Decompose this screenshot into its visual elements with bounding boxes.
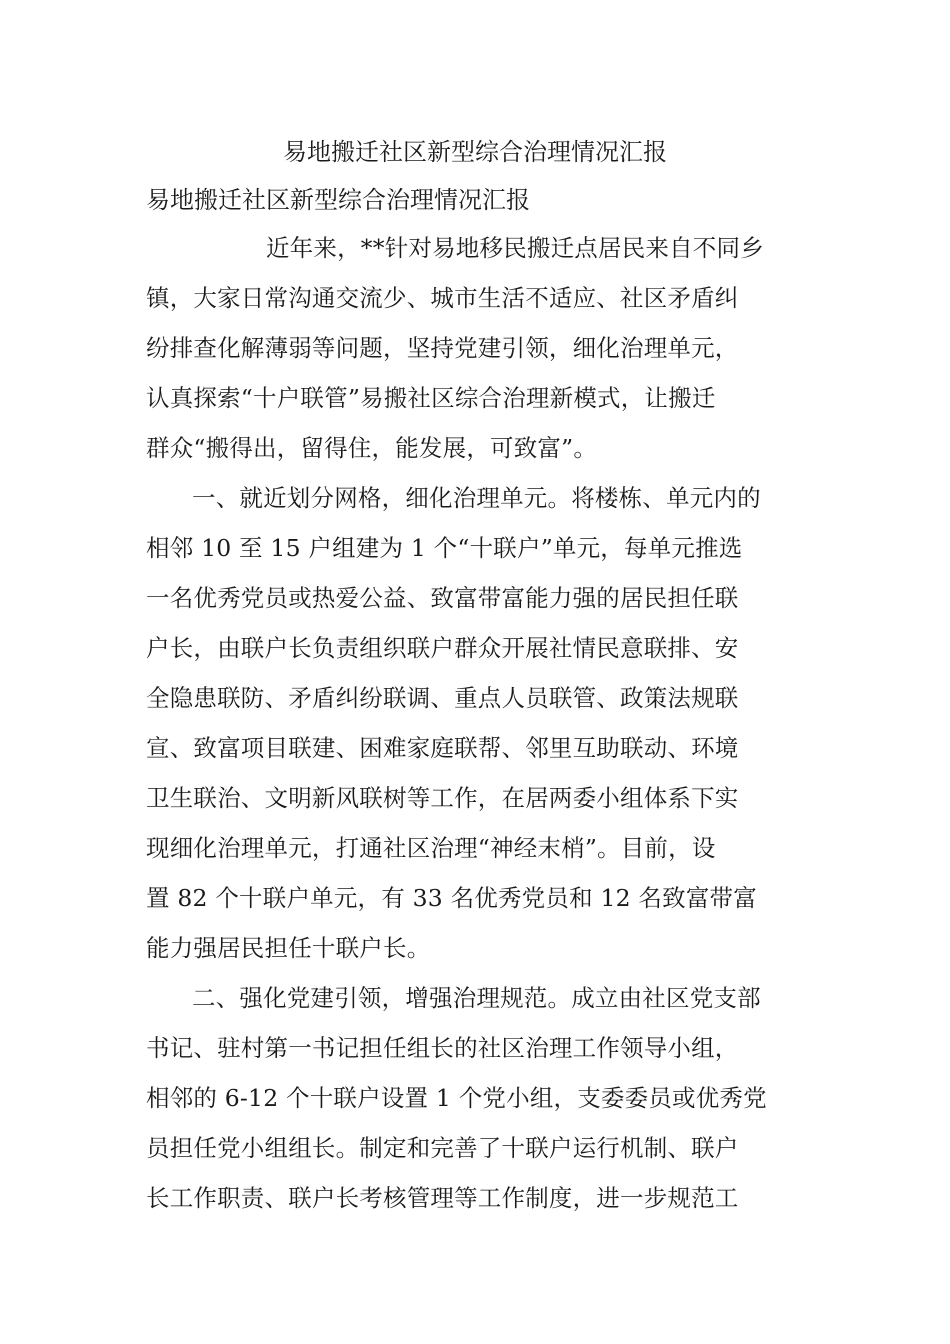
paragraph-2-line-8: 现细化治理单元，打通社区治理“神经末梢”。目前，设	[146, 834, 716, 862]
document-subtitle: 易地搬迁社区新型综合治理情况汇报	[146, 186, 530, 214]
paragraph-2-line-1: 一、就近划分网格，细化治理单元。将楼栋、单元内的	[192, 484, 761, 512]
paragraph-2-line-3: 一名优秀党员或热爱公益、致富带富能力强的居民担任联	[146, 584, 739, 612]
paragraph-2-line-5: 全隐患联防、矛盾纠纷联调、重点人员联管、政策法规联	[146, 684, 739, 712]
paragraph-1-line-3: 纷排查化解薄弱等问题，坚持党建引领，细化治理单元，	[146, 334, 739, 362]
paragraph-1-line-5: 群众“搬得出，留得住，能发展，可致富”。	[146, 434, 598, 462]
paragraph-3-line-1: 二、强化党建引领，增强治理规范。成立由社区党支部	[192, 984, 761, 1012]
paragraph-3-line-4: 员担任党小组组长。制定和完善了十联户运行机制、联户	[146, 1134, 739, 1162]
paragraph-3-line-3: 相邻的 6-12 个十联户设置 1 个党小组，支委委员或优秀党	[146, 1084, 767, 1112]
paragraph-1-line-2: 镇，大家日常沟通交流少、城市生活不适应、社区矛盾纠	[146, 284, 739, 312]
paragraph-2-line-4: 户长，由联户长负责组织联户群众开展社情民意联排、安	[146, 634, 739, 662]
paragraph-1-line-4: 认真探索“十户联管”易搬社区综合治理新模式，让搬迁	[146, 384, 716, 412]
document-title: 易地搬迁社区新型综合治理情况汇报	[283, 138, 667, 166]
paragraph-2-line-7: 卫生联治、文明新风联树等工作，在居两委小组体系下实	[146, 784, 739, 812]
paragraph-1-line-1: 近年来，**针对易地移民搬迁点居民来自不同乡	[266, 234, 764, 262]
paragraph-2-line-9: 置 82 个十联户单元，有 33 名优秀党员和 12 名致富带富	[146, 884, 757, 912]
paragraph-2-line-6: 宣、致富项目联建、困难家庭联帮、邻里互助联动、环境	[146, 734, 739, 762]
paragraph-3-line-2: 书记、驻村第一书记担任组长的社区治理工作领导小组，	[146, 1034, 739, 1062]
paragraph-2-line-10: 能力强居民担任十联户长。	[146, 934, 431, 962]
paragraph-2-line-2: 相邻 10 至 15 户组建为 1 个“十联户”单元，每单元推选	[146, 534, 743, 562]
paragraph-3-line-5: 长工作职责、联户长考核管理等工作制度，进一步规范工	[146, 1184, 739, 1212]
